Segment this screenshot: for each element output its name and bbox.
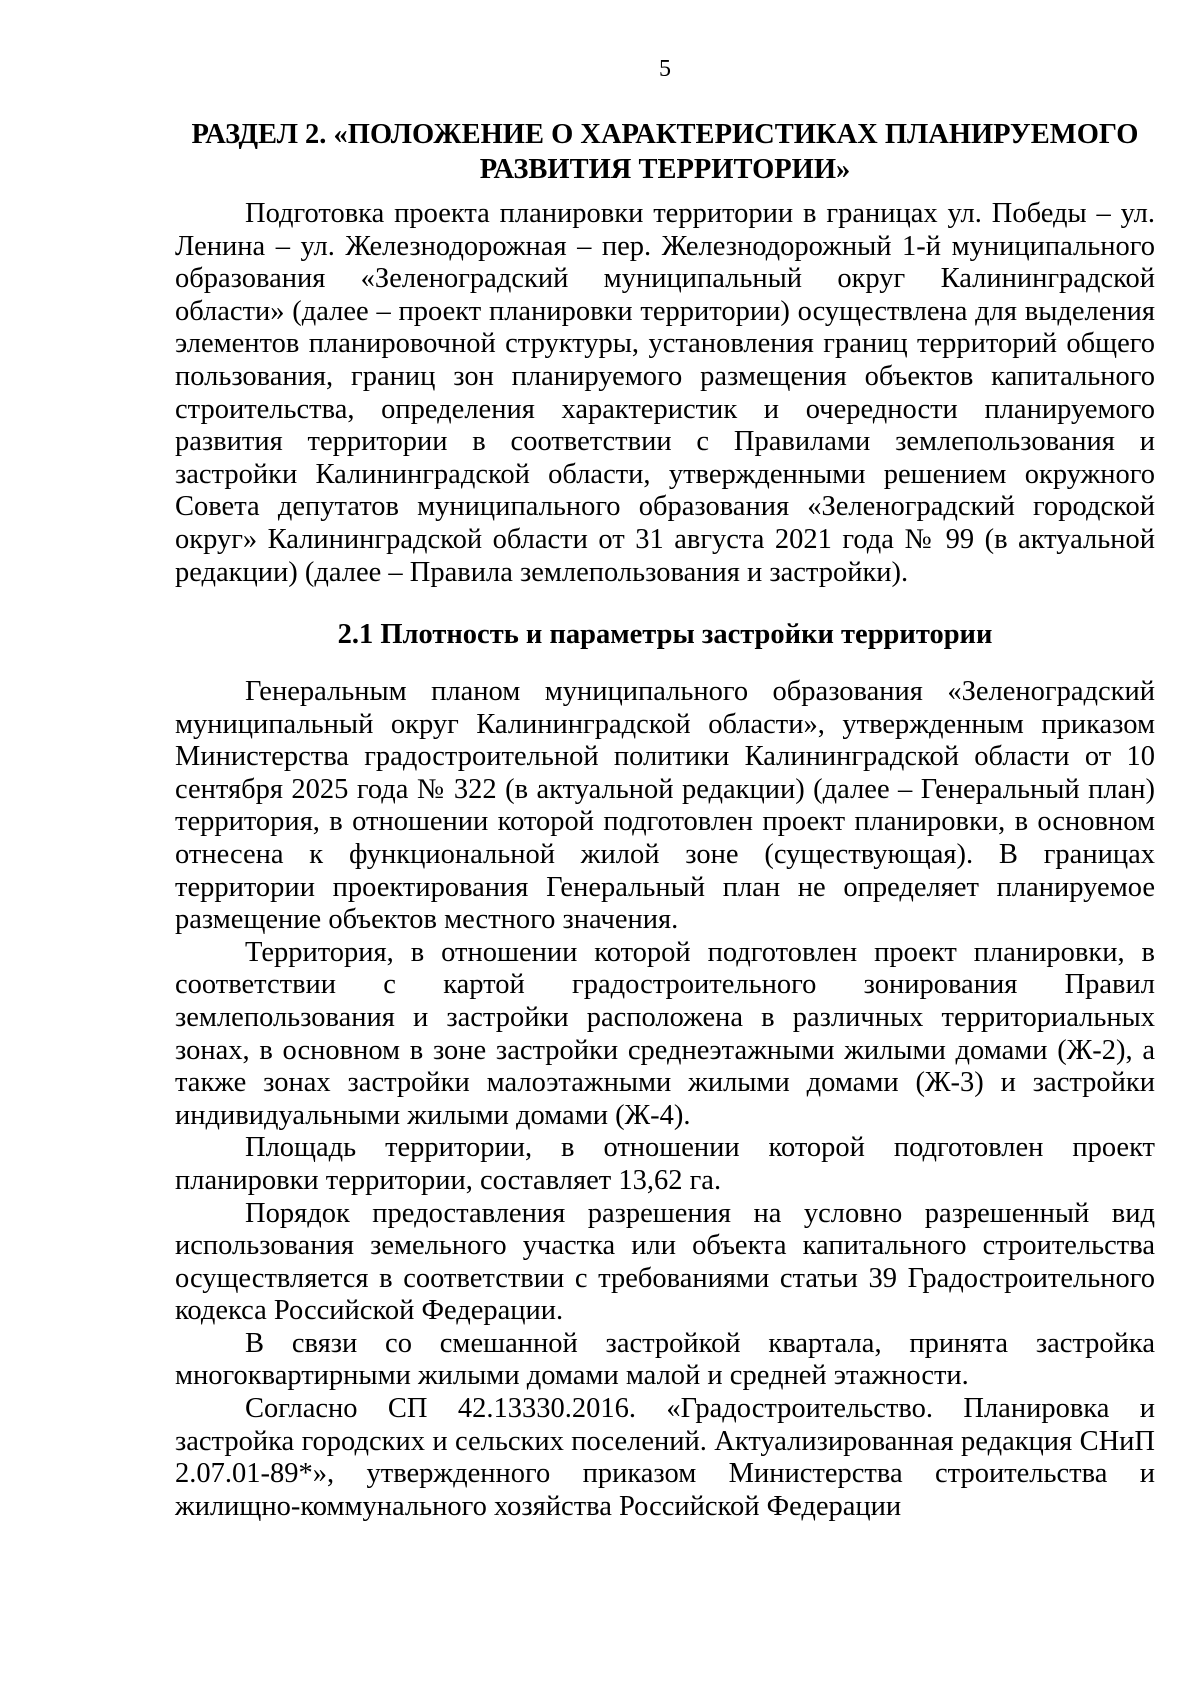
section-title-line2: РАЗВИТИЯ ТЕРРИТОРИИ» [479,154,851,185]
intro-block [175,198,1155,589]
section-title [175,117,1155,187]
paragraph-sp-reference: Согласно СП 42.13330.2016. «Градостроительство. Планировка и застройка городских и сельских поселений. Актуализированная редакция СНиП 2.07.01-89*», утвержденного приказом Министерства строительства и жилищно-коммунального хозяйства Российской Федерации [175,1393,1155,1522]
paragraph-general-plan: Генеральным планом муниципального образования «Зеленоградский муниципальный округ Калининградской области», утвержденным приказом Министерства градостроительной политики Калининградской области от 10 сентября 2025 года № 322 (в актуальной редакции) (далее – Генеральный план) территория, в отношении которой подготовлен проект планировки, в основном отнесена к функциональной жилой зоне (существующая). В границах территории проектирования Генеральный план не определяет планируемое размещение объектов местного значения. [175,676,1155,936]
paragraph-zoning: Территория, в отношении которой подготовлен проект планировки, в соответствии с картой градостроительного зонирования Правил землепользования и застройки расположена в различных территориальных зонах, в основном в зоне застройки среднеэтажными жилыми домами (Ж-2), а также зонах застройки малоэтажными жилыми домами (Ж-3) и застройки индивидуальными жилыми домами (Ж-4). [175,936,1155,1131]
section-title-line1: РАЗДЕЛ 2. «ПОЛОЖЕНИЕ О ХАРАКТЕРИСТИКАХ ПЛАНИРУЕМОГО [191,119,1139,150]
subsection-body [175,676,1155,1523]
document-page [175,0,1155,1698]
subsection-title: 2.1 Плотность и параметры застройки территории [337,619,993,650]
paragraph-permission: Порядок предоставления разрешения на условно разрешенный вид использования земельного участка или объекта капитального строительства осуществляется в соответствии с требованиями статьи 39 Градостроительного кодекса Российской Федерации. [175,1197,1155,1327]
paragraph-mixed-development: В связи со смешанной застройкой квартала, принята застройка многоквартирными жилыми домами малой и средней этажности. [175,1327,1155,1392]
intro-paragraph: Подготовка проекта планировки территории в границах ул. Победы – ул. Ленина – ул. Железнодорожная – пер. Железнодорожный 1-й муниципального образования «Зеленоградский муниципальный округ Калининградской области» (далее – проект планировки территории) осуществлена для выделения элементов планировочной структуры, установления границ территорий общего пользования, границ зон планируемого размещения объектов капитального строительства, определения характеристик и очередности планируемого развития территории в соответствии с Правилами землепользования и застройки Калининградской области, утвержденными решением окружного Совета депутатов муниципального образования «Зеленоградский городской округ» Калининградской области от 31 августа 2021 года № 99 (в актуальной редакции) (далее – Правила землепользования и застройки). [175,198,1155,588]
page-number: 5 [659,56,671,82]
paragraph-area: Площадь территории, в отношении которой подготовлен проект планировки территории, составляет 13,62 га. [175,1132,1155,1196]
